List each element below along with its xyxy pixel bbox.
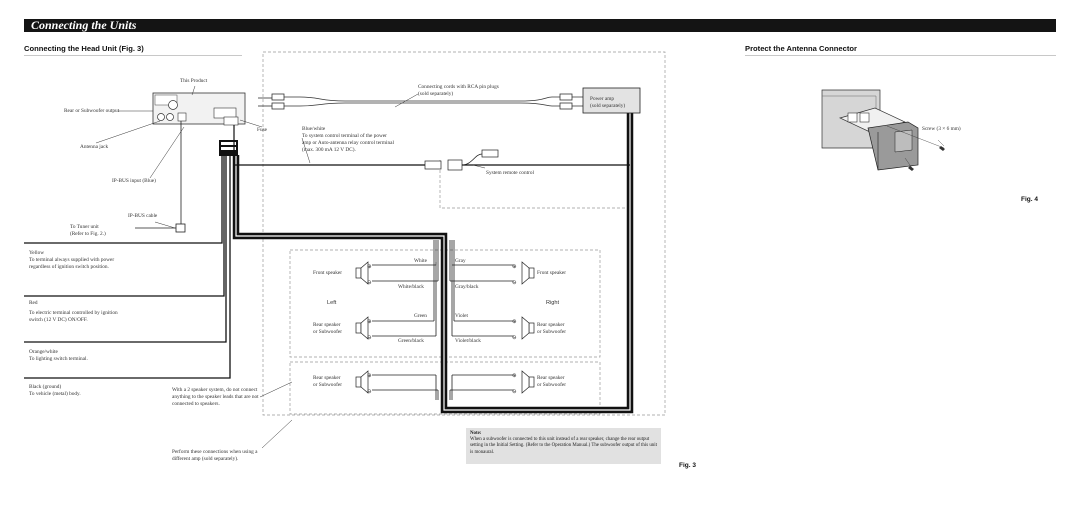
right-label: Right	[546, 300, 560, 306]
front-right-label: Front speaker	[537, 270, 566, 276]
sub-right-label-1: Rear speaker	[537, 375, 565, 381]
white-label: White	[414, 258, 427, 264]
orange-desc-1: To lighting switch terminal.	[29, 356, 88, 362]
red-desc-1: To electric terminal controlled by ignition	[29, 310, 118, 316]
fl-plus: ⊕	[367, 264, 372, 270]
fr-minus: ⊖	[512, 280, 517, 286]
tuner-label-1: To Tuner unit	[70, 224, 99, 230]
blue-white-label-2: To system control terminal of the power	[302, 133, 387, 139]
ipbus-cable-label: IP-BUS cable	[128, 213, 158, 219]
two-speaker-note-3: connected to speakers.	[172, 401, 220, 407]
sl-minus: ⊖	[367, 389, 372, 395]
orange-title: Orange/white	[29, 349, 58, 355]
rear-right-label-2: or Subwoofer	[537, 329, 566, 335]
screw-label: Screw (3 × 6 mm)	[922, 126, 961, 132]
green-black-label: Green/black	[398, 338, 424, 344]
two-speaker-note-2: anything to the speaker leads that are not	[172, 394, 259, 400]
gray-black-label: Gray/black	[455, 284, 479, 290]
power-amp-label-1: Power amp	[590, 96, 614, 102]
rl-plus: ⊕	[367, 319, 372, 325]
sl-plus: ⊕	[367, 373, 372, 379]
rr-minus: ⊖	[512, 335, 517, 341]
gray-label: Gray	[455, 258, 466, 264]
power-amp-label-2: (sold separately)	[590, 103, 626, 109]
leader-lines	[96, 86, 485, 448]
fig3-label: Fig. 3	[679, 462, 696, 469]
blue-white-wire	[234, 125, 630, 165]
left-label: Left	[327, 300, 337, 306]
remote-dashed-line	[440, 160, 630, 208]
blue-white-label-1: Blue/white	[302, 126, 326, 132]
violet-black-label: Violet/black	[455, 338, 481, 344]
sr-minus: ⊖	[512, 389, 517, 395]
sub-left-label-1: Rear speaker	[313, 375, 341, 381]
sub-right-label-2: or Subwoofer	[537, 382, 566, 388]
yellow-desc-2: regardless of ignition switch position.	[29, 264, 109, 270]
head-unit	[153, 93, 245, 125]
antenna-jack-label: Antenna jack	[80, 144, 109, 150]
violet-label: Violet	[455, 313, 468, 319]
fl-minus: ⊖	[367, 280, 372, 286]
rear-right-label-1: Rear speaker	[537, 322, 565, 328]
black-desc-1: To vehicle (metal) body.	[29, 391, 81, 397]
rear-left-label-2: or Subwoofer	[313, 329, 342, 335]
yellow-title: Yellow	[29, 250, 45, 256]
front-left-label: Front speaker	[313, 270, 342, 276]
fig4-label: Fig. 4	[1021, 196, 1038, 203]
rr-plus: ⊕	[512, 319, 517, 325]
two-speaker-note-1: With a 2 speaker system, do not connect	[172, 387, 258, 393]
fuse-label: Fuse	[257, 127, 268, 133]
rca-label-1: Connecting cords with RCA pin plugs	[418, 84, 499, 90]
rca-label-2: (sold separately)	[418, 91, 454, 97]
banner-title: Connecting the Units	[31, 18, 137, 32]
sub-right-speaker	[522, 371, 534, 393]
white-black-label: White/black	[398, 284, 424, 290]
harness-bundle	[219, 140, 238, 156]
head-unit-heading: Connecting the Head Unit (Fig. 3)	[24, 44, 242, 56]
subwoofer-note	[466, 428, 661, 464]
system-remote-label: System remote control	[486, 170, 534, 176]
note-title: Note:	[470, 431, 482, 436]
antenna-heading: Protect the Antenna Connector	[745, 44, 1056, 56]
perform-note-2: different amp (sold separately).	[172, 456, 239, 462]
tuner-label-2: (Refer to Fig. 2.)	[70, 231, 106, 237]
sr-plus: ⊕	[512, 373, 517, 379]
sub-left-label-2: or Subwoofer	[313, 382, 342, 388]
blue-white-label-4: (max. 300 mA 12 V DC).	[302, 147, 356, 153]
ipbus-input-label: IP-BUS input (Blue)	[112, 178, 156, 184]
rear-left-label-1: Rear speaker	[313, 322, 341, 328]
rl-minus: ⊖	[367, 335, 372, 341]
rear-right-speaker	[522, 317, 534, 339]
red-desc-2: switch (12 V DC) ON/OFF.	[29, 317, 88, 323]
black-title: Black (ground)	[29, 384, 62, 390]
fr-plus: ⊕	[512, 264, 517, 270]
yellow-desc-1: To terminal always supplied with power	[29, 257, 115, 263]
rear-output-label: Rear or Subwoofer output	[64, 108, 120, 114]
blue-white-label-3: amp or Auto-antenna relay control terminal	[302, 140, 394, 146]
note-body: When a subwoofer is connected to this unit instead of a rear speaker, change the rear output setting in the Initial Setting. (Refer to the Operation Manual.) The subwoofer output of this unit is monaural.	[470, 437, 657, 455]
red-title: Red	[29, 300, 38, 306]
perform-note-1: Perform these connections when using a	[172, 449, 258, 455]
this-product-label: This Product	[180, 78, 208, 84]
green-label: Green	[414, 313, 427, 319]
remote-connectors	[425, 150, 498, 170]
front-right-speaker	[522, 262, 534, 284]
